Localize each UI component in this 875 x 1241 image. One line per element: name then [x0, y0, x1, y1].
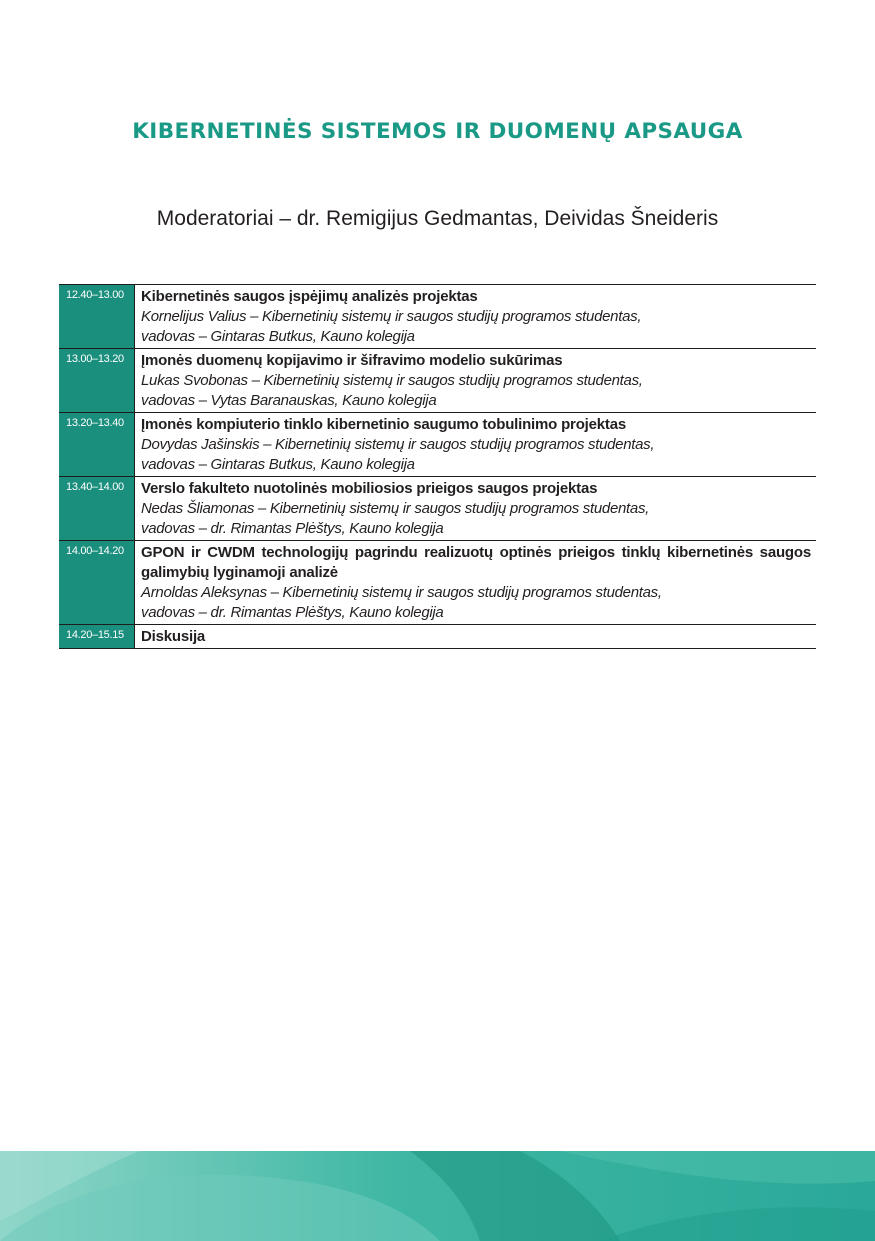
schedule-row [59, 349, 816, 413]
author-line: Kornelijus Valius – Kibernetinių sistemų ir saugos studijų programos studentas, [141, 308, 642, 325]
schedule-row [59, 413, 816, 477]
talk-title: Įmonės duomenų kopijavimo ir šifravimo modelio sukūrimas [141, 352, 563, 369]
session-content [135, 413, 816, 476]
talk-title: GPON ir CWDM technologijų pagrindu realizuotų optinės prieigos tinklų kibernetinės saugos galimybių lyginamoji analizė [141, 544, 811, 581]
supervisor-line: vadovas – Gintaras Butkus, Kauno kolegija [141, 456, 415, 473]
session-content [135, 541, 816, 624]
schedule-table [59, 284, 816, 649]
talk-title: Verslo fakulteto nuotolinės mobiliosios prieigos saugos projektas [141, 480, 598, 497]
time-slot: 13.00–13.20 [59, 349, 135, 412]
author-line: Dovydas Jašinskis – Kibernetinių sistemų ir saugos studijų programos studentas, [141, 436, 655, 453]
time-slot: 14.00–14.20 [59, 541, 135, 624]
moderators-line: Moderatoriai – dr. Remigijus Gedmantas, Deividas Šneideris [156, 207, 719, 230]
talk-title: Kibernetinės saugos įspėjimų analizės projektas [141, 288, 478, 305]
discussion-title: Diskusija [141, 628, 206, 645]
schedule-row [59, 625, 816, 649]
author-line: Lukas Svobonas – Kibernetinių sistemų ir saugos studijų programos studentas, [141, 372, 643, 389]
time-slot: 13.40–14.00 [59, 477, 135, 540]
supervisor-line: vadovas – Vytas Baranauskas, Kauno kolegija [141, 392, 437, 409]
schedule-row [59, 541, 816, 625]
author-line: Nedas Šliamonas – Kibernetinių sistemų ir saugos studijų programos studentas, [141, 500, 650, 517]
time-slot: 14.20–15.15 [59, 625, 135, 648]
session-content [135, 349, 816, 412]
supervisor-line: vadovas – dr. Rimantas Plėštys, Kauno kolegija [141, 604, 444, 621]
schedule-row [59, 477, 816, 541]
supervisor-line: vadovas – Gintaras Butkus, Kauno kolegija [141, 328, 415, 345]
time-slot: 12.40–13.00 [59, 285, 135, 348]
decorative-footer-banner [0, 1151, 875, 1241]
page-title: KIBERNETINĖS SISTEMOS IR DUOMENŲ APSAUGA [132, 119, 743, 144]
session-content [135, 477, 816, 540]
talk-title: Įmonės kompiuterio tinklo kibernetinio saugumo tobulinimo projektas [141, 416, 626, 433]
author-line: Arnoldas Aleksynas – Kibernetinių sistemų ir saugos studijų programos studentas, [141, 584, 662, 601]
session-content [135, 625, 816, 648]
schedule-row [59, 285, 816, 349]
time-slot: 13.20–13.40 [59, 413, 135, 476]
supervisor-line: vadovas – dr. Rimantas Plėštys, Kauno kolegija [141, 520, 444, 537]
session-content [135, 285, 816, 348]
